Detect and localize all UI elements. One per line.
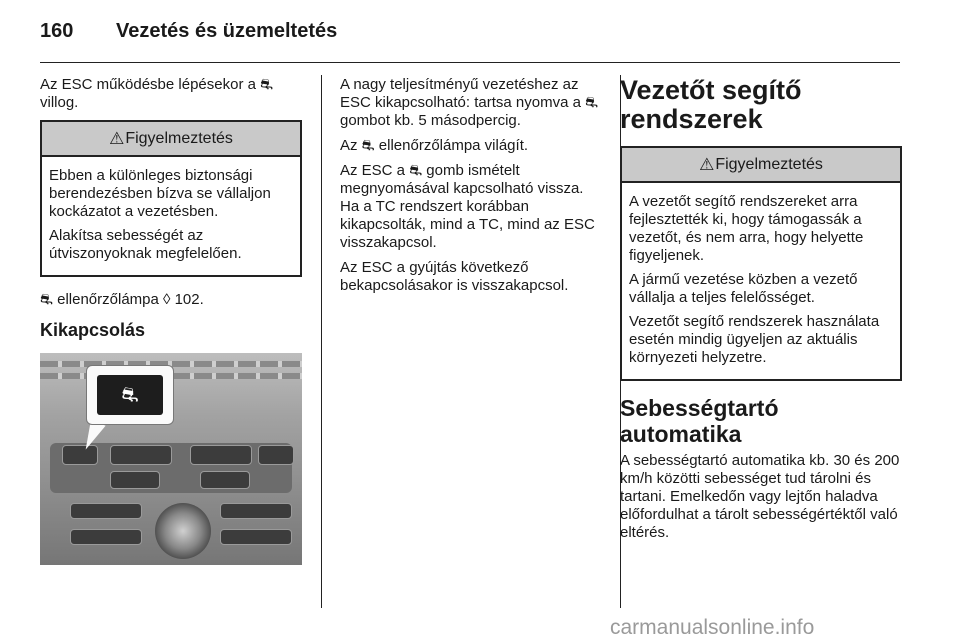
warning-title: Figyelmeztetés — [715, 155, 823, 173]
warning-header — [622, 148, 900, 183]
esc-intro-text: Az ESC működésbe lépésekor a ⛐ villog. — [40, 76, 274, 111]
column-2 — [340, 76, 602, 302]
panel-button — [70, 529, 142, 545]
body-paragraph: A nagy teljesítményű vezetéshez az ESC kikapcsolható: tartsa nyomva a ⛐ gombot kb. 5 másodpercig. — [340, 76, 599, 129]
warning-triangle-icon: ⚠ — [109, 128, 125, 148]
section-heading: Vezetőt segítő rendszerek — [620, 75, 802, 134]
control-lamp-reference: ⛐ ellenőrzőlámpa ◊ 102. — [40, 291, 204, 308]
panel-button — [258, 445, 294, 465]
body-paragraph: Az ESC a ⛐ gomb ismételt megnyomásával kapcsolható vissza. Ha a TC rendszert korábban kikapcsolták, mind a TC, mind az ESC visszakapcsol. — [340, 162, 595, 251]
page-number: 160 — [40, 20, 74, 42]
warning-header — [42, 122, 300, 157]
body-paragraph: Az ⛐ ellenőrzőlámpa világít. — [340, 137, 529, 154]
panel-button — [110, 445, 172, 465]
rotary-knob — [155, 503, 211, 559]
page-title: Vezetés és üzemeltetés — [116, 20, 338, 42]
warning-text: Vezetőt segítő rendszerek használata esetén mindig ügyeljen az aktuális környezeti helyzetre. — [629, 313, 880, 366]
watermark: carmanualsonline.info — [610, 616, 815, 639]
warning-triangle-icon: ⚠ — [699, 154, 715, 174]
panel-button — [220, 503, 292, 519]
body-paragraph: A sebességtartó automatika kb. 30 és 200 km/h közötti sebességet tud tárolni és tartani. Emelkedőn vagy lejtőn haladva előfordulhat a tárolt sebességértéktől való eltérés. — [620, 452, 900, 541]
panel-button — [70, 503, 142, 519]
warning-text: A vezetőt segítő rendszereket arra fejlesztették ki, hogy támogassák a vezetőt, és nem arra, hogy helyette figyeljenek. — [629, 193, 864, 264]
warning-box — [620, 146, 902, 381]
panel-button — [220, 529, 292, 545]
esc-skid-icon: ⛐ — [97, 375, 163, 415]
body-paragraph: Az ESC a gyújtás következő bekapcsolásakor is visszakapcsol. — [340, 259, 569, 294]
warning-text: A jármű vezetése közben a vezető vállalja a teljes felelősséget. — [629, 271, 858, 306]
dashboard-photo — [40, 353, 302, 565]
warning-body — [42, 157, 300, 275]
warning-body — [622, 183, 900, 379]
page-header — [40, 20, 337, 43]
warning-text: Ebben a különleges biztonsági berendezésben bízva se vállaljon kockázatot a vezetésben. — [49, 167, 271, 220]
panel-button — [190, 445, 252, 465]
panel-button — [200, 471, 250, 489]
column-1 — [40, 76, 302, 565]
column-divider-1 — [321, 75, 322, 608]
header-rule — [40, 62, 900, 63]
section-subheading: Sebességtartó automatika — [620, 395, 779, 447]
warning-title: Figyelmeztetés — [125, 129, 233, 147]
section-subheading: Kikapcsolás — [40, 320, 146, 340]
callout-bubble — [86, 365, 174, 425]
warning-box — [40, 120, 302, 277]
warning-text: Alakítsa sebességét az útviszonyoknak megfelelően. — [49, 227, 242, 262]
panel-button — [110, 471, 160, 489]
column-3 — [620, 76, 902, 549]
